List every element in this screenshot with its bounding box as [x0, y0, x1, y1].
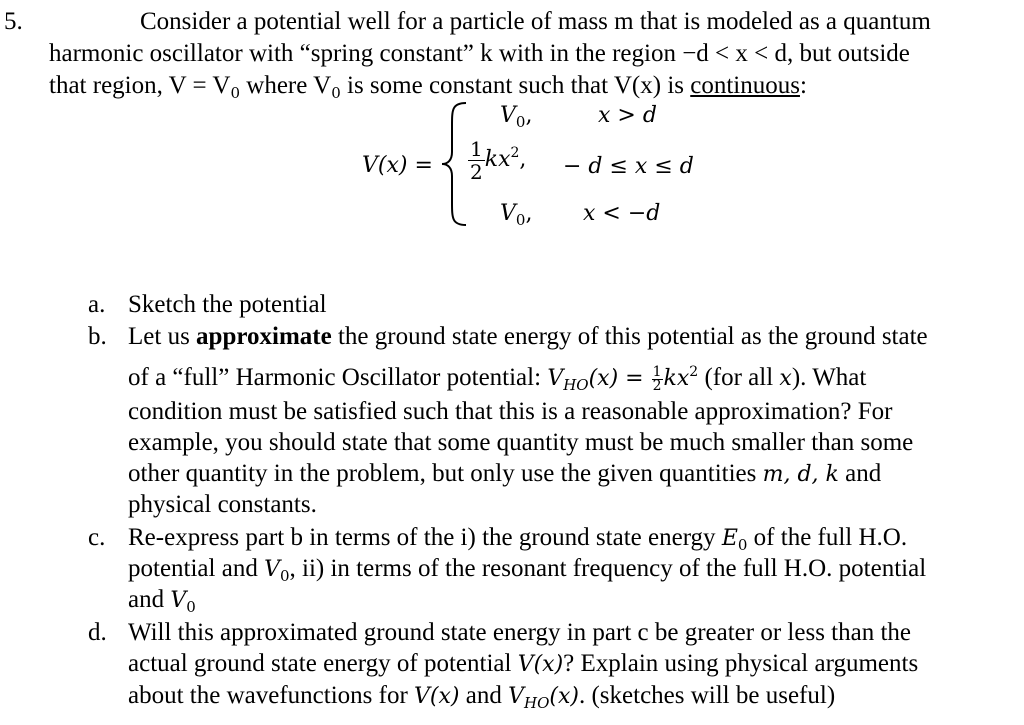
intro-line-3-c: is some constant such that V(x) is	[340, 72, 691, 99]
bold-approximate: approximate	[196, 323, 332, 350]
part-d-line-1: Will this approximated ground state energy in part c be greater or less than the	[128, 619, 912, 646]
equation-lhs: V(x) =	[362, 153, 433, 178]
part-b-line-2: of a “full” Harmonic Oscillator potential: $V_{HO}(x)$ = $\frac{1}{2}$ $kx^2$ (for all x). What	[128, 363, 867, 394]
intro-line-3-a: that region, V = V	[49, 72, 231, 99]
part-c-line-1: Re-express part b in terms of the i) the ground state energy $E_0$ of the full H.O.	[128, 524, 908, 554]
intro-line-1: Consider a potential well for a particle of mass m that is modeled as a quantum	[140, 8, 931, 35]
half-fraction: $\frac{1}{2}$	[652, 363, 662, 394]
part-c-label: c.	[88, 524, 106, 551]
sub-zero: 0	[230, 84, 241, 102]
part-b-label: b.	[88, 323, 107, 350]
part-b-line-3: condition must be satisfied such that this is a reasonable approximation? For	[128, 398, 893, 425]
intro-line-3-end: :	[799, 72, 807, 99]
part-c-line-3: and $V_0$	[128, 586, 196, 616]
intro-line-3-b: where V	[240, 72, 332, 99]
part-b-line-5: other quantity in the problem, but only use the given quantities m, d, k and	[128, 460, 882, 487]
left-brace	[440, 100, 470, 228]
intro-line-3	[49, 70, 807, 109]
part-a-text: Sketch the potential	[128, 291, 327, 318]
case-1-value: $V_0$,	[500, 103, 533, 131]
part-d-label: d.	[88, 619, 107, 646]
case-1-condition: x > d	[598, 103, 657, 128]
underlined-continuous: continuous	[690, 72, 800, 99]
part-b-line-6: physical constants.	[128, 491, 317, 518]
case-2-value: $\frac{1}{2}$ $kx^2$,	[470, 137, 527, 184]
intro-line-2: harmonic oscillator with “spring constant” k with in the region −d < x < d, but outside	[49, 40, 910, 67]
problem-number: 5.	[4, 8, 23, 35]
part-a-label: a.	[88, 291, 106, 318]
case-3-value: $V_0$,	[500, 201, 533, 229]
part-d-line-2: actual ground state energy of potential V(x)? Explain using physical arguments	[128, 650, 919, 677]
case-3-condition: x < −d	[583, 201, 661, 226]
part-d-line-3: about the wavefunctions for V(x) and $V_{HO}(x)$. (sketches will be useful)	[128, 682, 836, 712]
part-b-line-4: example, you should state that some quantity must be much smaller than some	[128, 429, 914, 456]
case-2-condition: − d ≤ x ≤ d	[563, 154, 694, 179]
half-fraction: $\frac{1}{2}$	[470, 137, 483, 184]
part-c-line-2: potential and $V_0$, ii) in terms of the resonant frequency of the full H.O. potential	[128, 555, 927, 585]
sub-zero: 0	[331, 84, 341, 102]
part-b-line-1: Let us approximate the ground state energy of this potential as the ground state	[128, 323, 928, 350]
